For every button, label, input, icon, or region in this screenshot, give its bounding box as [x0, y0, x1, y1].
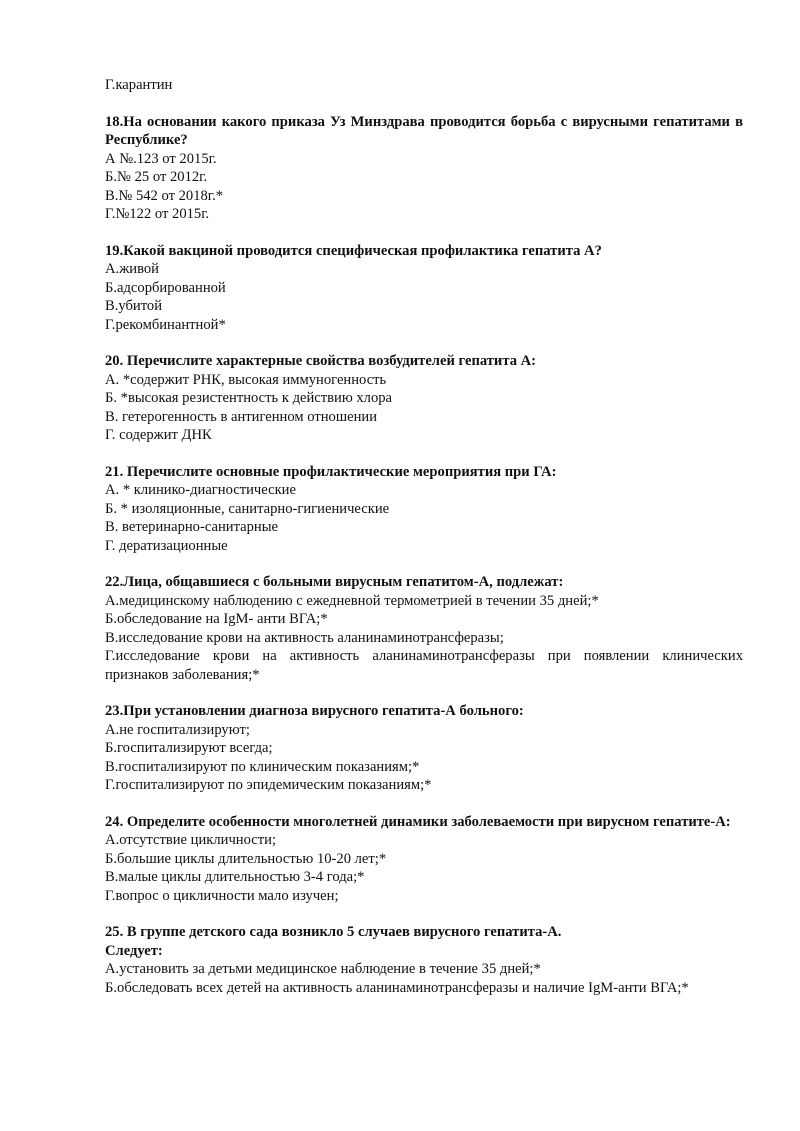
answer-option: Г.рекомбинантной* [105, 316, 226, 333]
question-title: 22.Лица, общавшиеся с больными вирусным гепатитом-А, подлежат: [105, 574, 564, 590]
answer-option: Б.госпитализируют всегда; [105, 740, 273, 756]
answer-option: В.№ 542 от 2018г.* [105, 187, 224, 204]
answer-option: А.не госпитализируют; [105, 721, 250, 738]
question-subtitle: Следует: [105, 942, 163, 959]
question-title: 25. В группе детского сада возникло 5 случаев вирусного гепатита-А. [105, 924, 562, 940]
answer-option: А.медицинскому наблюдению с ежедневной термометрией в течении 35 дней;* [105, 592, 599, 609]
answer-option: В.убитой [105, 298, 163, 314]
answer-option: В.малые циклы длительностью 3-4 года;* [105, 869, 365, 885]
answer-options [105, 260, 743, 334]
previous-answer-line: Г.карантин [105, 77, 173, 93]
question-23 [105, 702, 743, 795]
answer-option: А.отсутствие цикличности; [105, 832, 276, 848]
answer-option: Г. содержит ДНК [105, 427, 212, 443]
question-24 [105, 813, 743, 906]
answer-option: Б. *высокая резистентность к действию хлора [105, 390, 393, 406]
answer-options [105, 481, 743, 555]
question-title: 20. Перечислите характерные свойства возбудителей гепатита А: [105, 353, 537, 369]
question-title: 18.На основании какого приказа Уз Минздрава проводится борьба с вирусными гепатитами в Республике? [105, 113, 743, 148]
answer-option: А. *содержит РНК, высокая иммуногенность [105, 371, 387, 388]
answer-options [105, 592, 743, 685]
answer-option: Г.№122 от 2015г. [105, 206, 210, 222]
question-18 [105, 113, 743, 224]
answer-options [105, 831, 743, 905]
question-title: 21. Перечислите основные профилактические мероприятия при ГА: [105, 463, 557, 480]
question-title: 24. Определите особенности многолетней динамики заболеваемости при вирусном гепатите-А: [105, 813, 731, 830]
answer-option: В.исследование крови на активность аланинаминотрансферазы; [105, 629, 504, 646]
answer-option: Б. * изоляционные, санитарно-гигиенические [105, 500, 390, 517]
answer-option: А. * клинико-диагностические [105, 482, 296, 498]
question-21 [105, 463, 743, 556]
answer-options [105, 150, 743, 224]
answer-option: В. ветеринарно-санитарные [105, 519, 279, 535]
question-title: 23.При установлении диагноза вирусного гепатита-А больного: [105, 703, 524, 719]
answer-option: В.госпитализируют по клиническим показаниям;* [105, 758, 420, 775]
answer-options [105, 721, 743, 795]
answer-option: А.установить за детьми медицинское наблюдение в течение 35 дней;* [105, 961, 541, 977]
answer-options [105, 960, 743, 997]
question-20 [105, 352, 743, 445]
answer-option: В. гетерогенность в антигенном отношении [105, 408, 378, 425]
answer-option: Г.вопрос о цикличности мало изучен; [105, 887, 339, 904]
answer-option: Г. дератизационные [105, 537, 228, 554]
answer-option: Б.обследование на IgM- анти ВГА;* [105, 611, 328, 627]
answer-options [105, 371, 743, 445]
question-22 [105, 573, 743, 684]
answer-option: А.живой [105, 261, 159, 277]
document-page [105, 76, 743, 997]
answer-option: Б.адсорбированной [105, 279, 226, 296]
question-19 [105, 242, 743, 335]
answer-option: Б.№ 25 от 2012г. [105, 169, 208, 185]
question-25 [105, 923, 743, 997]
answer-option: Г.исследование крови на активность аланинаминотрансферазы при появлении клинических признаков заболевания;* [105, 648, 743, 683]
answer-option: А №.123 от 2015г. [105, 150, 217, 167]
answer-option: Г.госпитализируют по эпидемическим показаниям;* [105, 777, 432, 793]
answer-option: Б.обследовать всех детей на активность аланинаминотрансферазы и наличие IgM-анти ВГА;* [105, 979, 689, 996]
answer-option: Б.большие циклы длительностью 10-20 лет;* [105, 850, 387, 867]
question-title: 19.Какой вакциной проводится специфическая профилактика гепатита А? [105, 242, 602, 259]
